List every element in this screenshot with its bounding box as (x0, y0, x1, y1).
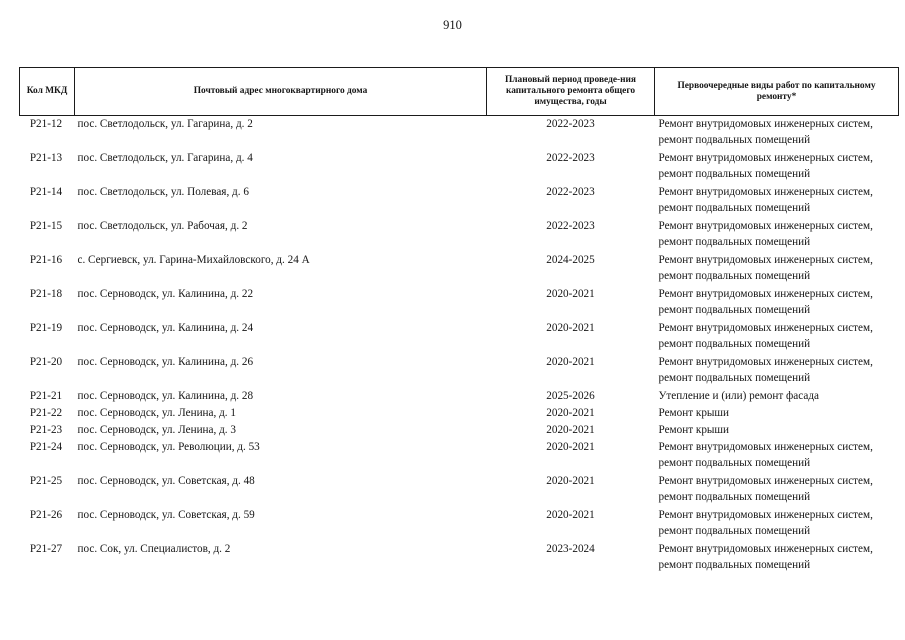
row-address: пос. Сок, ул. Специалистов, д. 2 (77, 543, 231, 555)
row-period: 2020-2021 (546, 288, 595, 300)
table-row (20, 541, 899, 575)
row-works-line: Утепление и (или) ремонт фасада (658, 390, 819, 402)
row-address: пос. Светлодольск, ул. Полевая, д. 6 (77, 186, 249, 198)
row-period: 2020-2021 (546, 407, 595, 419)
row-works-line: ремонт подвальных помещений (658, 338, 811, 350)
capital-repair-table (19, 67, 899, 575)
row-works-line: Ремонт внутридомовых инженерных систем, (658, 288, 873, 300)
row-address: пос. Серноводск, ул. Ленина, д. 1 (77, 407, 236, 419)
row-works (655, 541, 899, 575)
row-period: 2020-2021 (546, 424, 595, 436)
row-code: Р21-16 (29, 254, 63, 266)
row-works (655, 116, 899, 151)
row-period: 2022-2023 (546, 152, 595, 164)
row-code: Р21-14 (29, 186, 63, 198)
header-address: Почтовый адрес многоквартирного дома (75, 68, 487, 116)
row-code: Р21-27 (29, 543, 63, 555)
row-code: Р21-23 (29, 424, 63, 436)
row-period: 2022-2023 (546, 118, 595, 130)
row-works-line: ремонт подвальных помещений (658, 372, 811, 384)
row-address: пос. Серноводск, ул. Калинина, д. 24 (77, 322, 254, 334)
table-header (20, 68, 899, 116)
row-code: Р21-15 (29, 220, 63, 232)
row-works-line: ремонт подвальных помещений (658, 270, 811, 282)
table-row (20, 473, 899, 507)
row-period: 2020-2021 (546, 475, 595, 487)
row-works-line: ремонт подвальных помещений (658, 525, 811, 537)
row-code: Р21-21 (29, 390, 63, 402)
row-works-line: Ремонт внутридомовых инженерных систем, (658, 509, 873, 521)
row-works-line: ремонт подвальных помещений (658, 304, 811, 316)
table-row (20, 184, 899, 218)
row-code: Р21-19 (29, 322, 63, 334)
row-address: пос. Серноводск, ул. Ленина, д. 3 (77, 424, 236, 436)
row-works-line: Ремонт внутридомовых инженерных систем, (658, 543, 873, 555)
row-address: пос. Светлодольск, ул. Гагарина, д. 4 (77, 152, 253, 164)
row-period: 2022-2023 (546, 186, 595, 198)
table-row (20, 286, 899, 320)
row-period: 2020-2021 (546, 322, 595, 334)
row-works-line: Ремонт крыши (658, 407, 730, 419)
row-works-line: Ремонт внутридомовых инженерных систем, (658, 322, 873, 334)
row-code: Р21-12 (29, 118, 63, 130)
row-works (655, 286, 899, 320)
row-address: пос. Светлодольск, ул. Рабочая, д. 2 (77, 220, 248, 232)
table-row (20, 150, 899, 184)
table-row (20, 507, 899, 541)
row-period: 2022-2023 (546, 220, 595, 232)
row-works-line: Ремонт внутридомовых инженерных систем, (658, 475, 873, 487)
row-code: Р21-26 (29, 509, 63, 521)
row-works-line: ремонт подвальных помещений (658, 236, 811, 248)
row-works-line: ремонт подвальных помещений (658, 168, 811, 180)
row-works-line: Ремонт внутридомовых инженерных систем, (658, 356, 873, 368)
table-row (20, 405, 899, 422)
row-works (655, 439, 899, 473)
row-works-line: ремонт подвальных помещений (658, 559, 811, 571)
row-works-line: Ремонт внутридомовых инженерных систем, (658, 186, 873, 198)
row-works-line: Ремонт внутридомовых инженерных систем, (658, 254, 873, 266)
row-code: Р21-25 (29, 475, 63, 487)
row-works (655, 354, 899, 388)
table-row (20, 354, 899, 388)
row-code: Р21-24 (29, 441, 63, 453)
row-works-line: ремонт подвальных помещений (658, 134, 811, 146)
row-works (655, 422, 899, 439)
row-address: пос. Светлодольск, ул. Гагарина, д. 2 (77, 118, 253, 130)
row-works (655, 507, 899, 541)
row-period: 2020-2021 (546, 441, 595, 453)
table-row (20, 320, 899, 354)
table-row (20, 116, 899, 151)
table-row (20, 388, 899, 405)
row-works (655, 184, 899, 218)
row-address: пос. Серноводск, ул. Калинина, д. 28 (77, 390, 254, 402)
row-works (655, 405, 899, 422)
row-code: Р21-13 (29, 152, 63, 164)
row-address: пос. Серноводск, ул. Советская, д. 48 (77, 475, 255, 487)
row-works (655, 150, 899, 184)
row-works-line: Ремонт крыши (658, 424, 730, 436)
row-works-line: Ремонт внутридомовых инженерных систем, (658, 220, 873, 232)
row-period: 2020-2021 (546, 356, 595, 368)
row-period: 2020-2021 (546, 509, 595, 521)
row-address: с. Сергиевск, ул. Гарина-Михайловского, д. 24 А (77, 254, 310, 266)
header-period: Плановый период проведе-ния капитального ремонта общего имущества, годы (487, 68, 655, 116)
page-number: 910 (443, 18, 462, 32)
table-row (20, 252, 899, 286)
row-works (655, 473, 899, 507)
row-works-line: Ремонт внутридомовых инженерных систем, (658, 152, 873, 164)
table-row (20, 218, 899, 252)
row-address: пос. Серноводск, ул. Советская, д. 59 (77, 509, 255, 521)
row-code: Р21-18 (29, 288, 63, 300)
row-works (655, 218, 899, 252)
row-works-line: ремонт подвальных помещений (658, 202, 811, 214)
table-row (20, 439, 899, 473)
header-code: Кол МКД (20, 68, 75, 116)
header-works: Первоочередные виды работ по капитальному ремонту* (655, 68, 899, 116)
row-period: 2025-2026 (546, 390, 595, 402)
row-address: пос. Серноводск, ул. Революции, д. 53 (77, 441, 260, 453)
row-works (655, 320, 899, 354)
row-works (655, 388, 899, 405)
row-works-line: Ремонт внутридомовых инженерных систем, (658, 118, 873, 130)
row-works-line: ремонт подвальных помещений (658, 457, 811, 469)
header-row (20, 68, 899, 116)
row-works (655, 252, 899, 286)
table-row (20, 422, 899, 439)
row-period: 2024-2025 (546, 254, 595, 266)
table-body (20, 116, 899, 576)
row-address: пос. Серноводск, ул. Калинина, д. 22 (77, 288, 254, 300)
row-code: Р21-22 (29, 407, 63, 419)
row-address: пос. Серноводск, ул. Калинина, д. 26 (77, 356, 254, 368)
row-period: 2023-2024 (546, 543, 595, 555)
row-code: Р21-20 (29, 356, 63, 368)
row-works-line: ремонт подвальных помещений (658, 491, 811, 503)
row-works-line: Ремонт внутридомовых инженерных систем, (658, 441, 873, 453)
